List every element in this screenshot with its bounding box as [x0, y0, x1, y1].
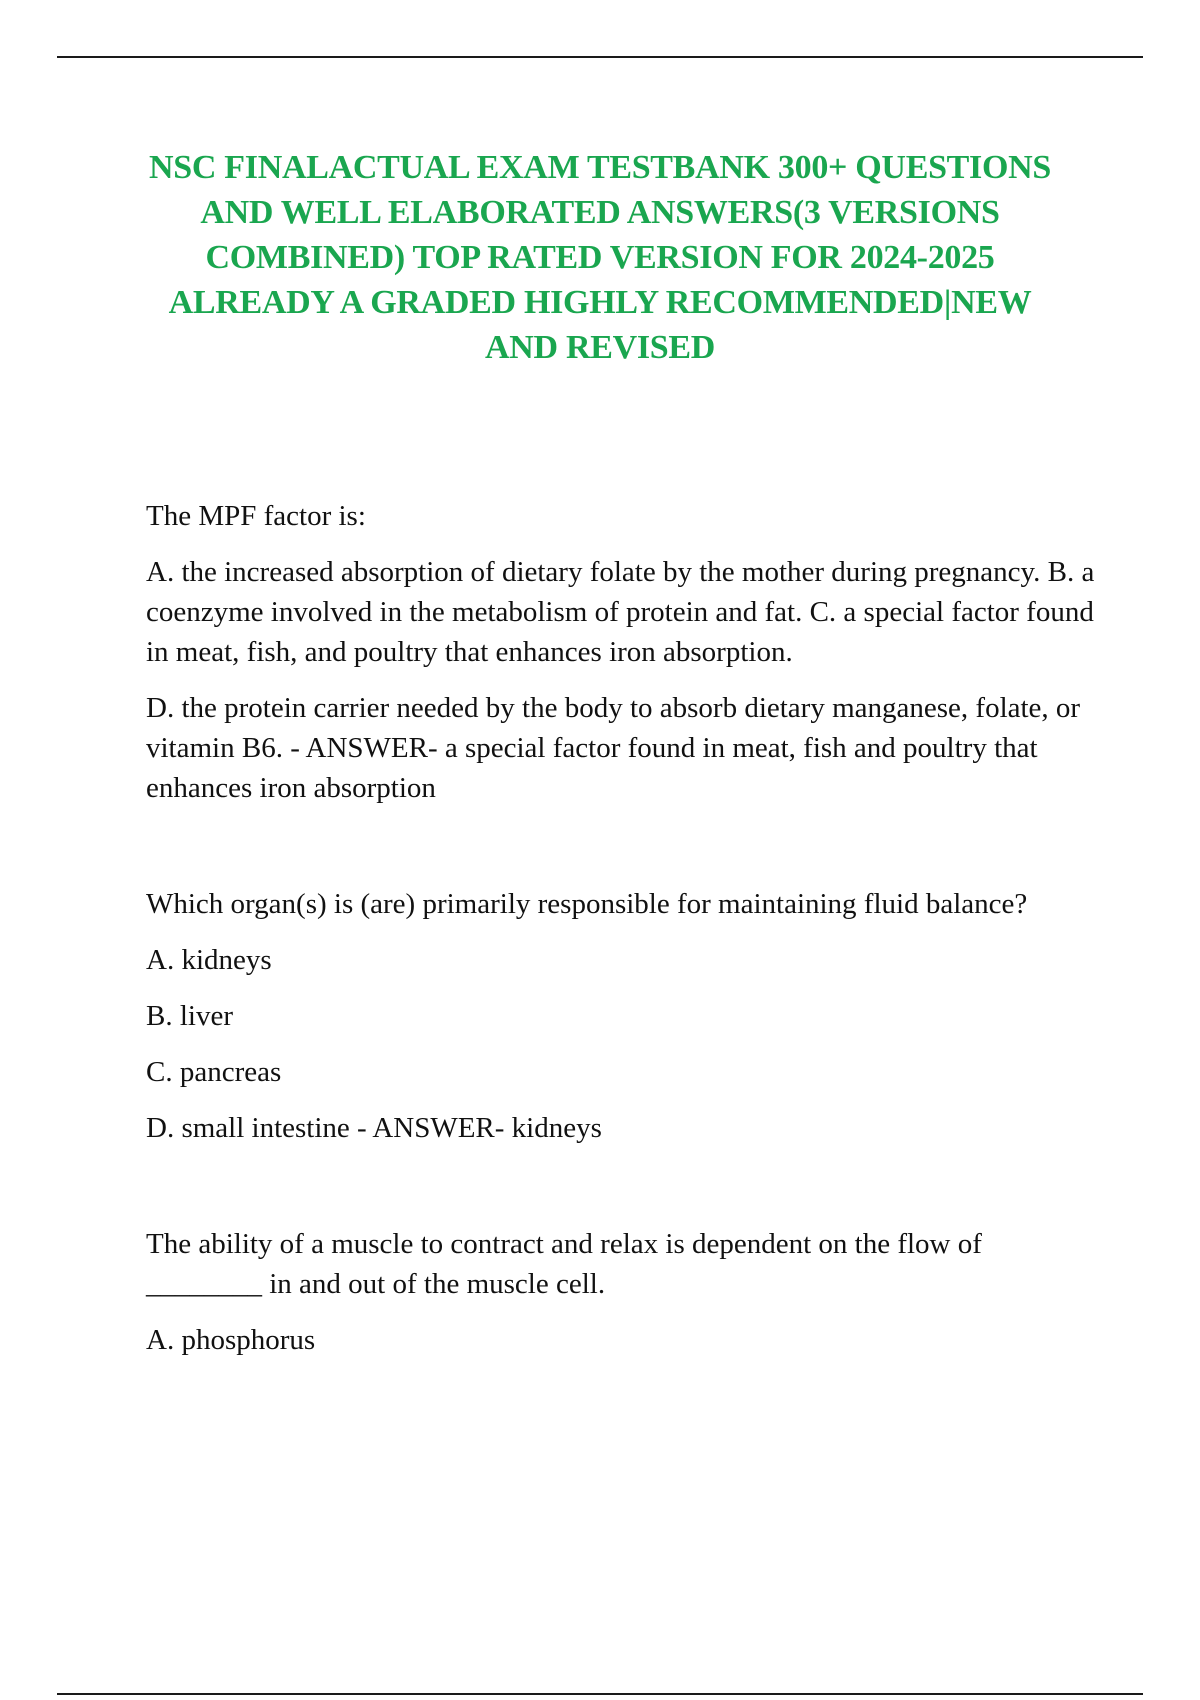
question-prompt: The MPF factor is: [146, 500, 366, 532]
question-1 [146, 496, 1096, 808]
answer-option: A. kidneys [146, 944, 272, 976]
question-prompt: Which organ(s) is (are) primarily responsible for maintaining fluid balance? [146, 888, 1028, 920]
answer-option: C. pancreas [146, 1056, 282, 1088]
answer-option: A. phosphorus [146, 1324, 316, 1356]
top-divider [57, 56, 1143, 58]
answer-option: D. small intestine - ANSWER- kidneys [146, 1112, 602, 1144]
bottom-divider [57, 1693, 1143, 1695]
answer-paragraph: D. the protein carrier needed by the body to absorb dietary manganese, folate, or vitamin B6. - ANSWER- a special factor found in meat, fish and poultry that enhances iron absorption [146, 692, 1081, 804]
question-list [146, 496, 1096, 1436]
answer-option: B. liver [146, 1000, 233, 1032]
question-2 [146, 884, 1096, 1148]
question-prompt: The ability of a muscle to contract and relax is dependent on the flow of ________ in and out of the muscle cell. [146, 1228, 982, 1300]
answer-paragraph: A. the increased absorption of dietary folate by the mother during pregnancy. B. a coenzyme involved in the metabolism of protein and fat. C. a special factor found in meat, fish, and poultry that enhances iron absorption. [146, 556, 1095, 668]
question-3 [146, 1224, 1096, 1360]
document-title: NSC FINALACTUAL EXAM TESTBANK 300+ QUESTIONS AND WELL ELABORATED ANSWERS(3 VERSIONS COMBINED) TOP RATED VERSION FOR 2024-2025 ALREADY A GRADED HIGHLY RECOMMENDED|NEW AND REVISED [148, 149, 1051, 366]
